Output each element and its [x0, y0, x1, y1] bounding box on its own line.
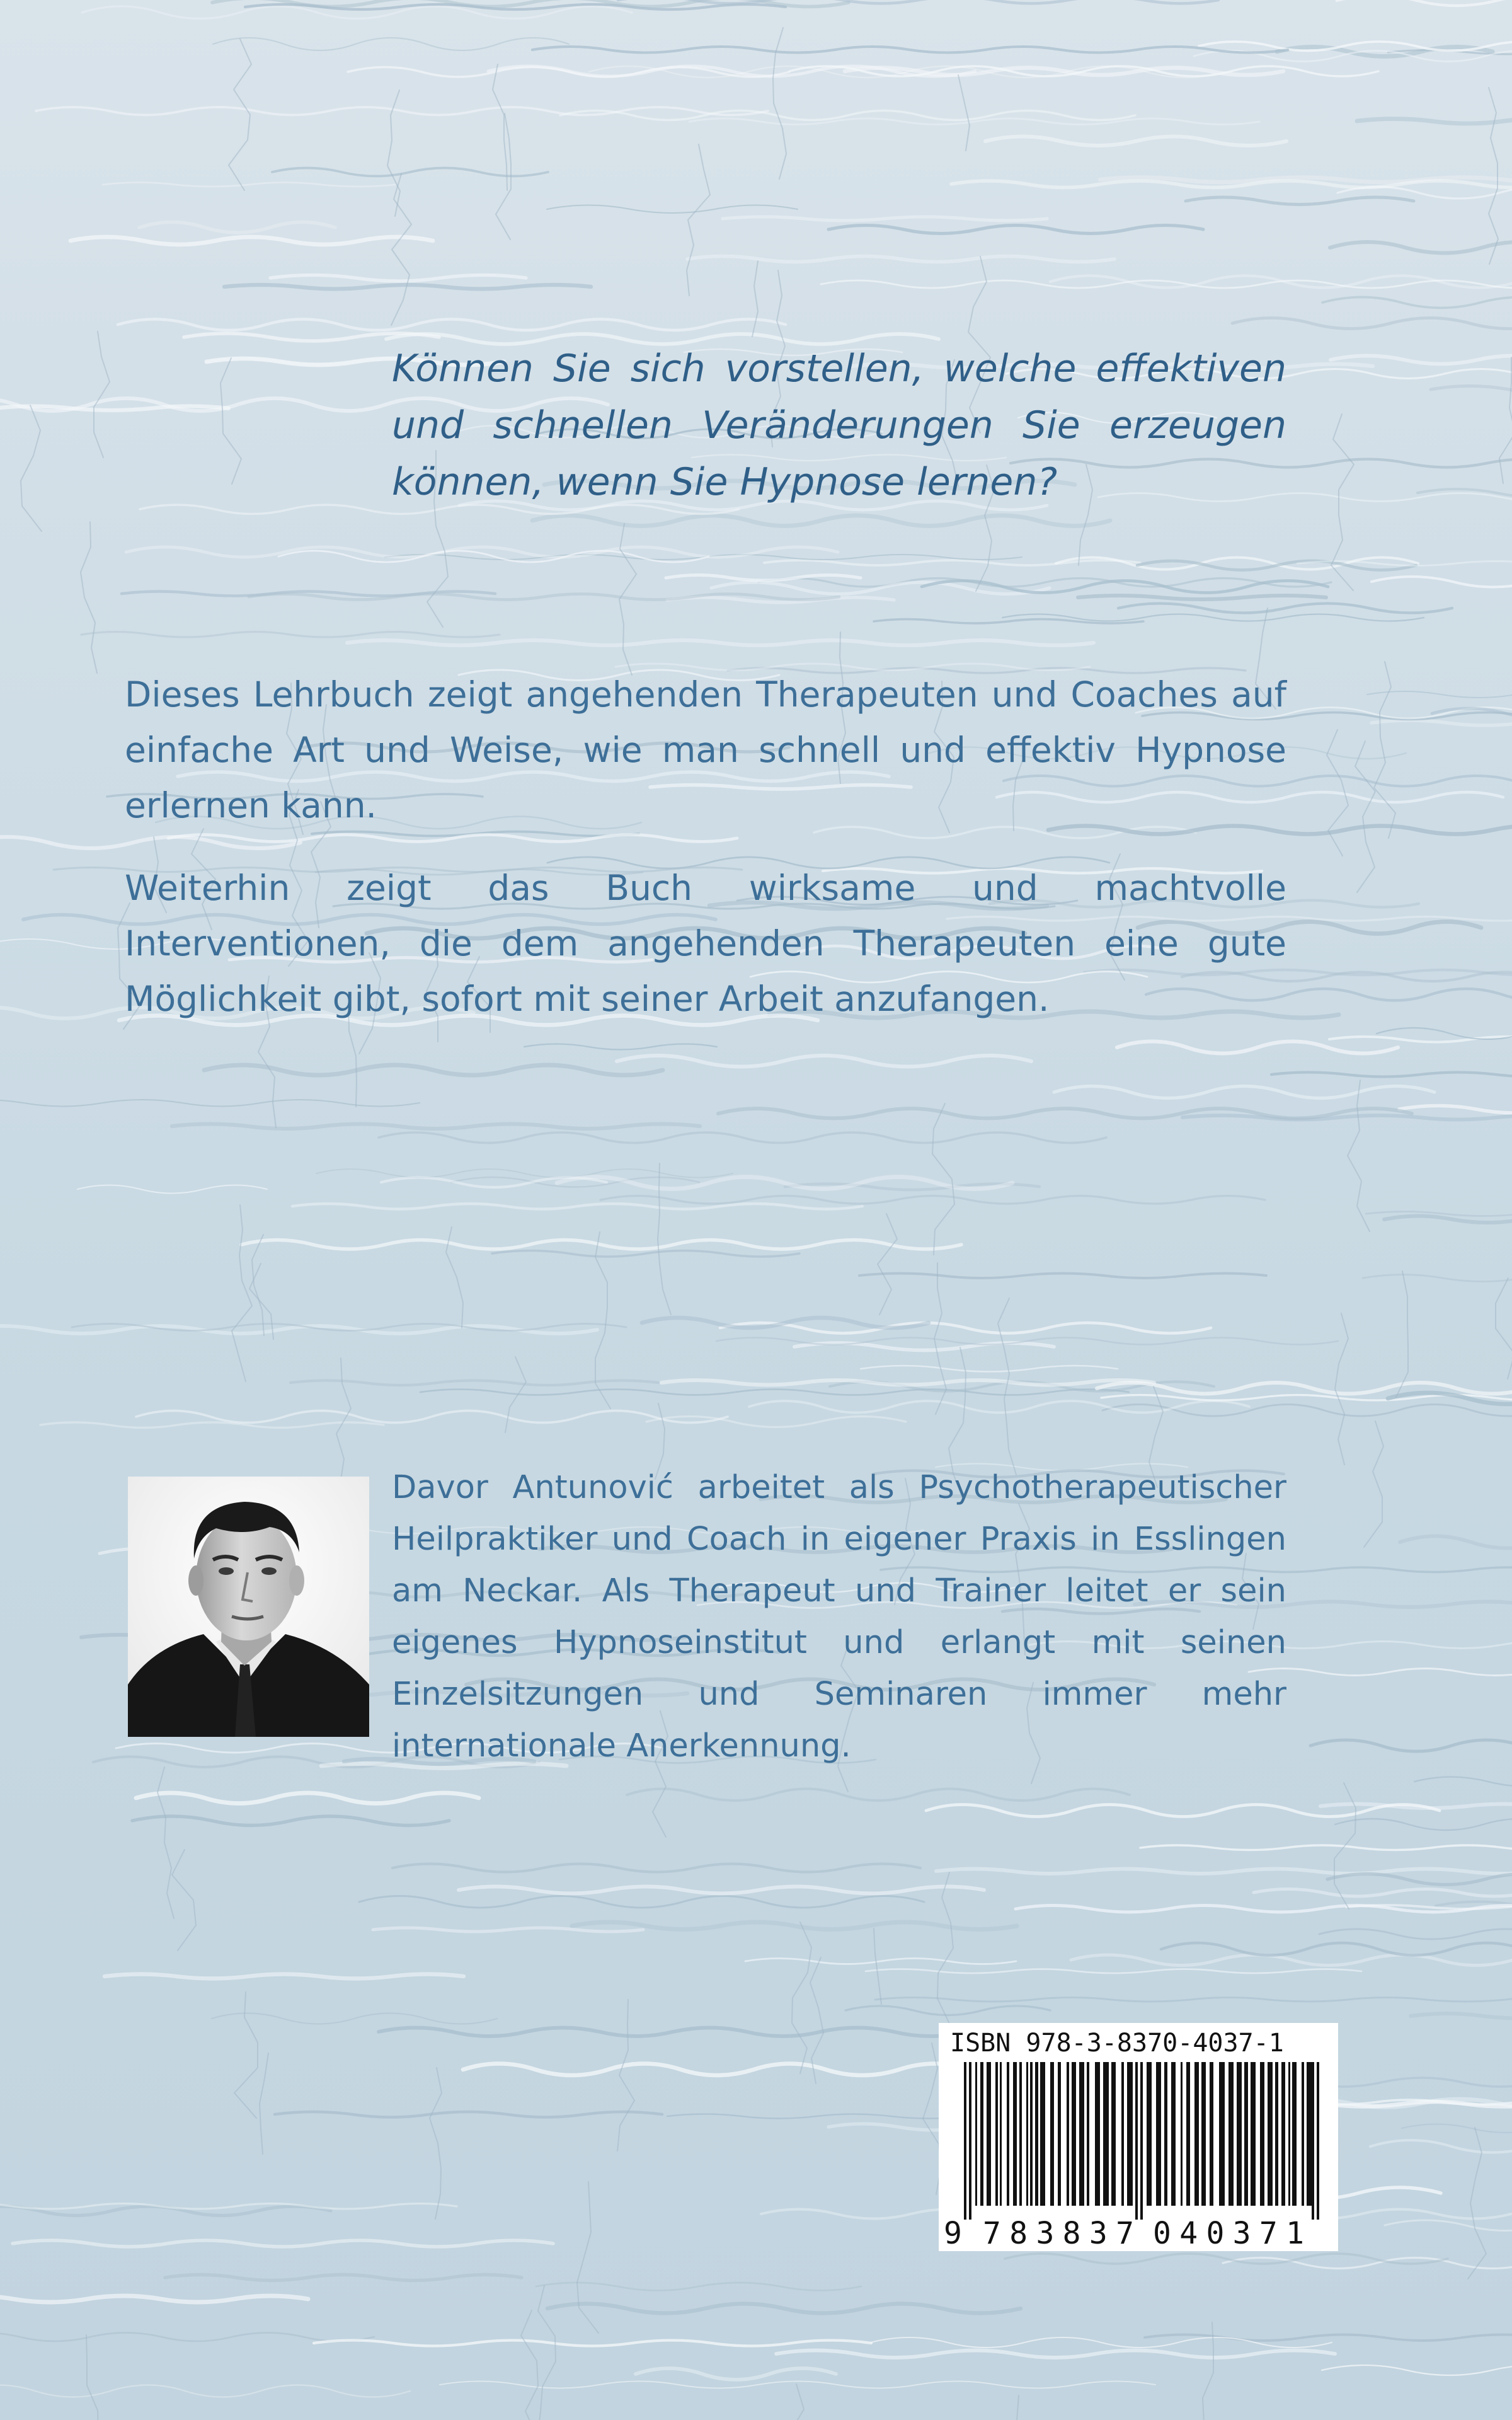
description-paragraph-2: Weiterhin zeigt das Buch wirksame und machtvolle Interventionen, die dem angehenden Therapeuten eine gute Möglichkeit gibt, sofort mit seiner Arbeit anzufangen. [125, 868, 1286, 1019]
isbn-barcode [939, 2023, 1338, 2251]
ean-left-group: 783837 [983, 2216, 1134, 2251]
ean-right-group: 040371 [1153, 2216, 1304, 2251]
isbn-label: ISBN 978-3-8370-4037-1 [950, 2029, 1284, 2058]
ean-first-digit: 9 [944, 2216, 962, 2251]
author-portrait-image [128, 1477, 369, 1737]
description-paragraph-1: Dieses Lehrbuch zeigt angehenden Therapeuten und Coaches auf einfache Art und Weise, wie man schnell und effektiv Hypnose erlernen kann. [125, 674, 1286, 826]
tagline: Können Sie sich vorstellen, welche effektiven und schnellen Veränderungen Sie erzeugen können, wenn Sie Hypnose lernen? [392, 347, 1286, 504]
author-photo [128, 1477, 369, 1737]
author-bio: Davor Antunović arbeitet als Psychotherapeutischer Heilpraktiker und Coach in eigener Praxis in Esslingen am Neckar. Als Therapeut und Trainer leitet er sein eigenes Hypnoseinstitut und erlangt mit seinen Einzelsitzungen und Seminaren immer mehr internationale Anerkennung. [392, 1469, 1286, 1765]
